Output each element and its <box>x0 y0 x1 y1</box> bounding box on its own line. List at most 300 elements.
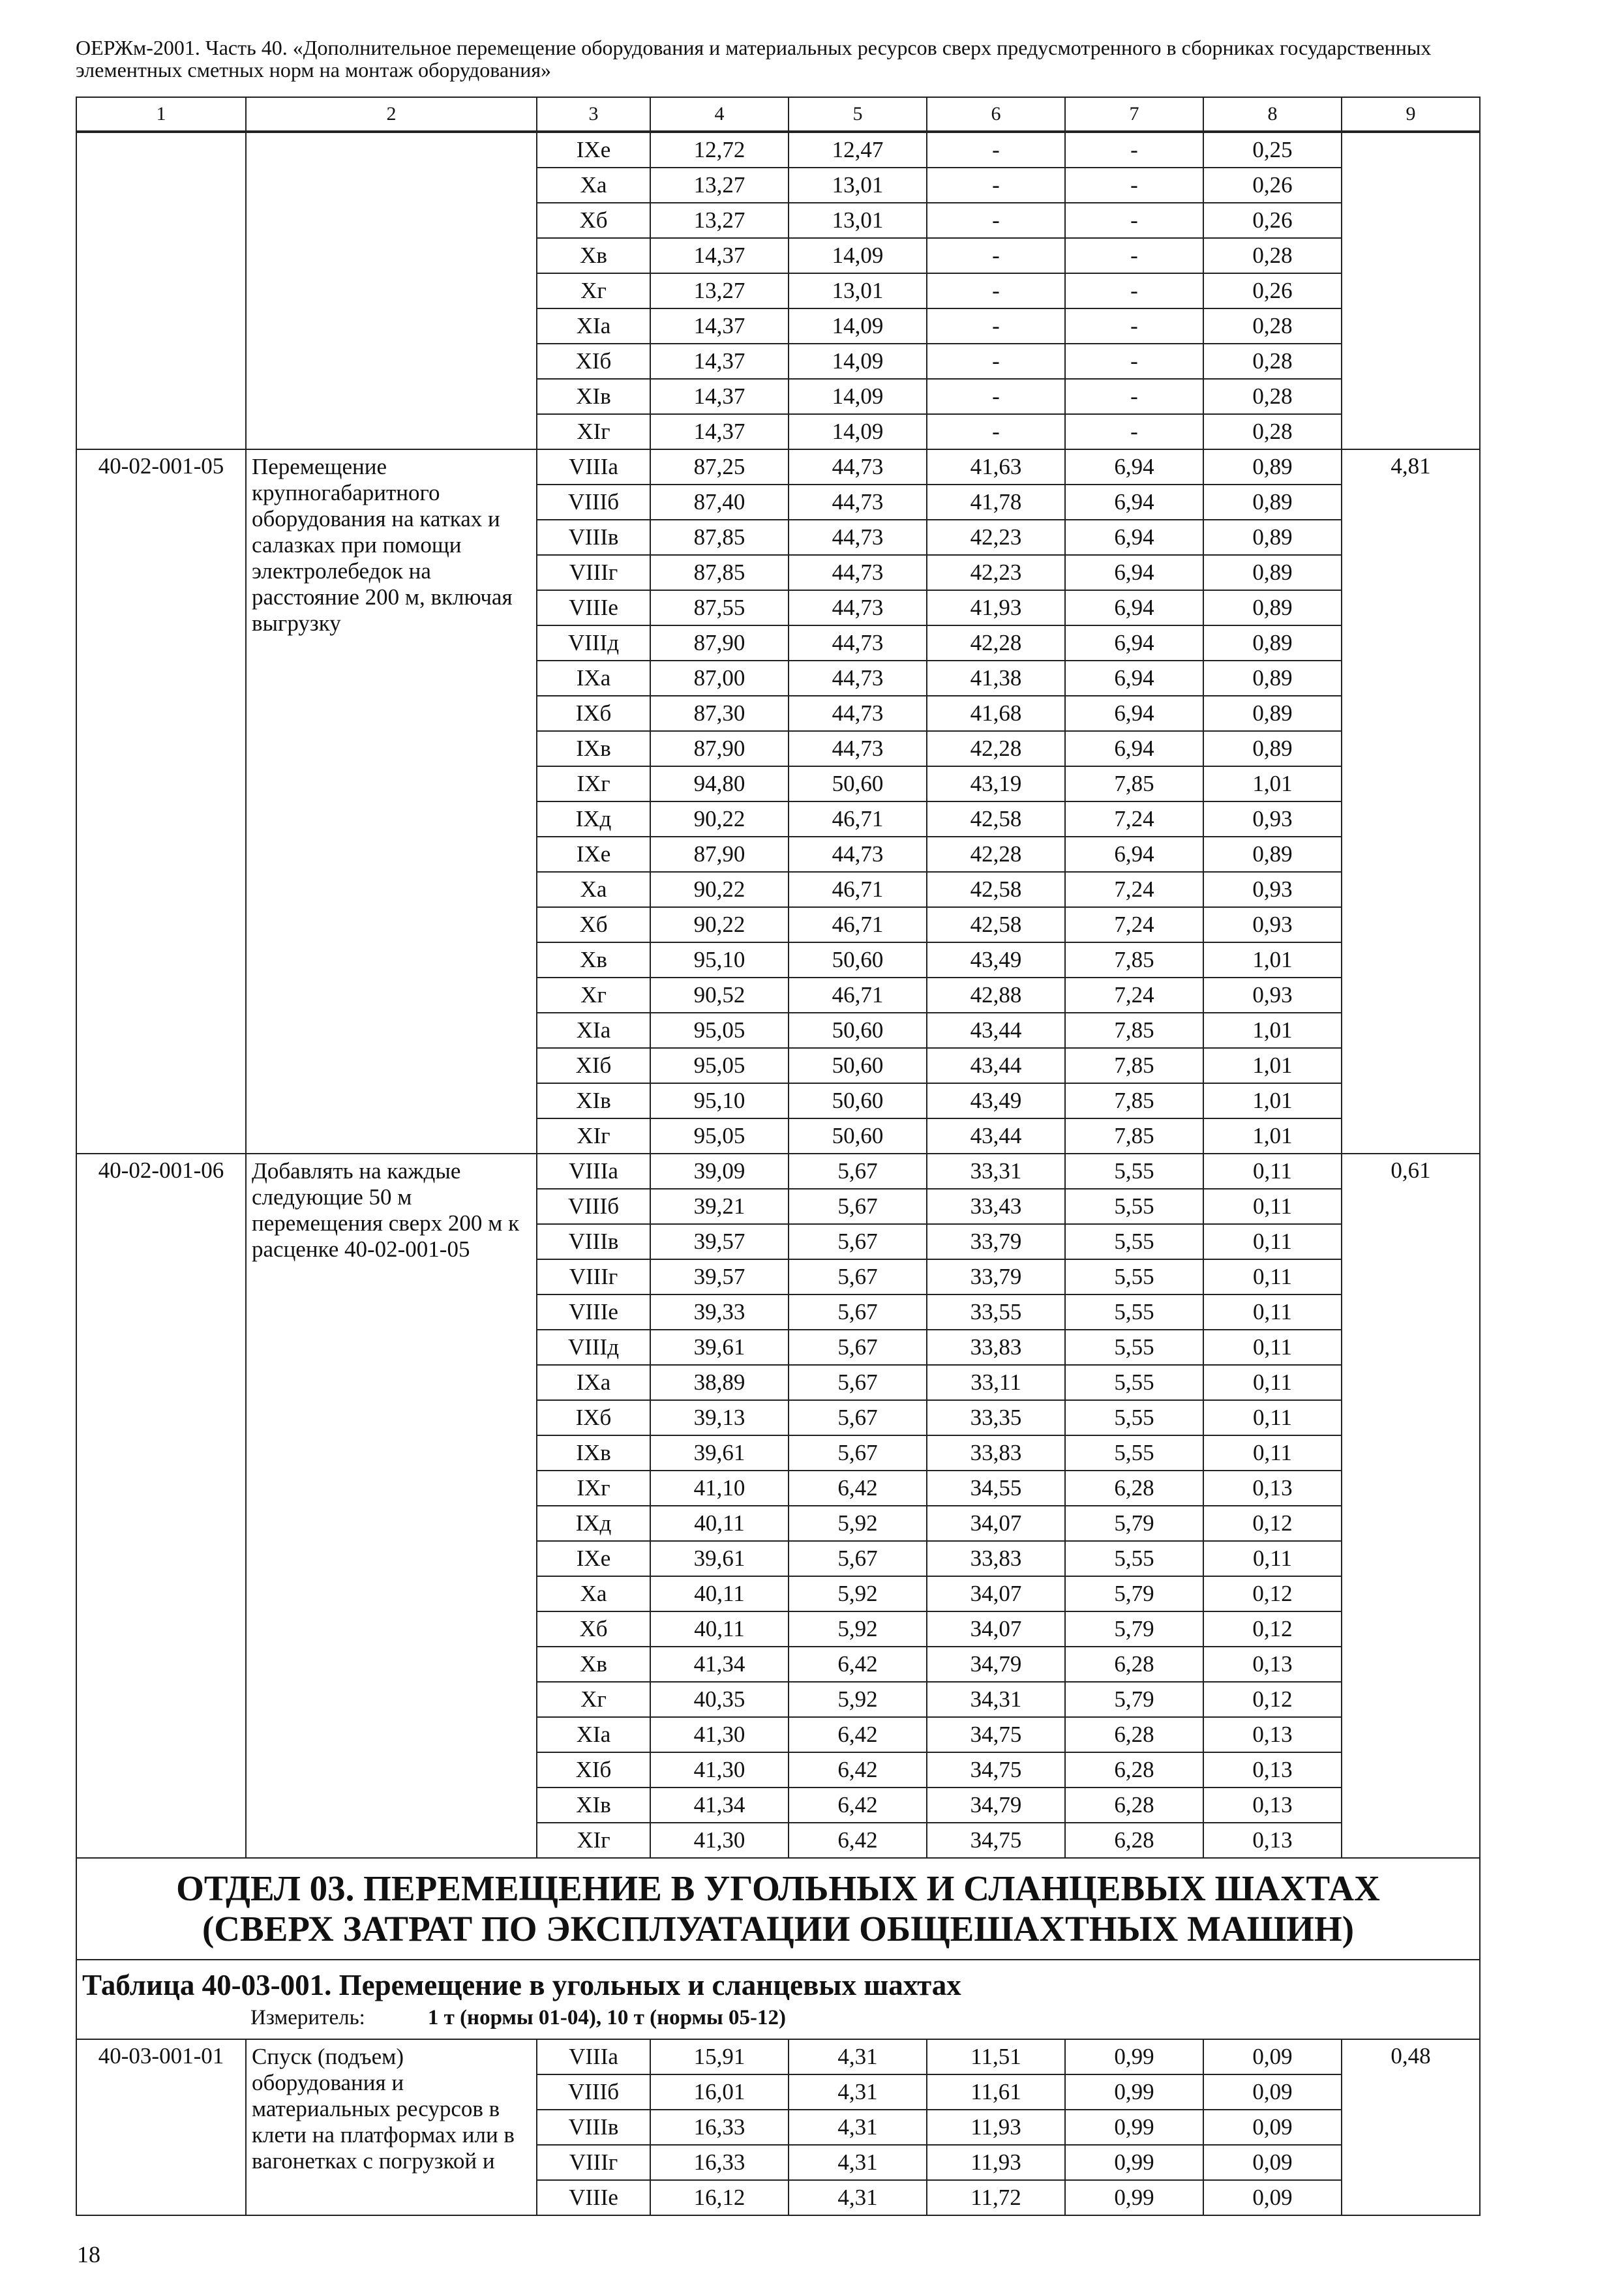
measure-line <box>82 2005 1479 2031</box>
value-cell: 5,79 <box>1065 1611 1203 1647</box>
value-cell: 42,28 <box>927 731 1065 766</box>
value-cell: 11,61 <box>927 2074 1065 2110</box>
column-9-value <box>1342 132 1480 449</box>
value-cell: 34,75 <box>927 1752 1065 1788</box>
rate-description <box>246 132 537 449</box>
zone-cell: VIIIа <box>537 449 650 485</box>
value-cell: 6,42 <box>789 1752 927 1788</box>
value-cell: 46,71 <box>789 907 927 942</box>
value-cell: 14,37 <box>650 344 789 379</box>
page-number: 18 <box>77 2241 100 2267</box>
rate-code <box>76 132 246 449</box>
value-cell: 5,55 <box>1065 1189 1203 1224</box>
table-title <box>76 1960 1480 2039</box>
value-cell: 4,31 <box>789 2039 927 2074</box>
zone-cell: Xб <box>537 907 650 942</box>
value-cell: 7,24 <box>1065 801 1203 837</box>
zone-cell: IXе <box>537 132 650 168</box>
value-cell: 0,28 <box>1203 308 1342 344</box>
value-cell: 1,01 <box>1203 1083 1342 1118</box>
value-cell: 41,93 <box>927 590 1065 625</box>
value-cell: 0,93 <box>1203 978 1342 1013</box>
value-cell: 13,27 <box>650 168 789 203</box>
value-cell: 6,42 <box>789 1647 927 1682</box>
rate-description: Перемещение крупногабаритного оборудования на катках и салазках при помощи электролебедок на расстояние 200 м, включая выгрузку <box>246 449 537 1154</box>
value-cell: 50,60 <box>789 1013 927 1048</box>
value-cell: 5,55 <box>1065 1541 1203 1576</box>
zone-cell: VIIIа <box>537 2039 650 2074</box>
zone-cell: IXд <box>537 1506 650 1541</box>
value-cell: 0,99 <box>1065 2180 1203 2215</box>
value-cell: 41,68 <box>927 696 1065 731</box>
value-cell: 34,07 <box>927 1611 1065 1647</box>
value-cell: 94,80 <box>650 766 789 801</box>
value-cell: 0,93 <box>1203 872 1342 907</box>
value-cell: 44,73 <box>789 661 927 696</box>
zone-cell: Xб <box>537 1611 650 1647</box>
value-cell: 5,79 <box>1065 1576 1203 1611</box>
value-cell: 7,85 <box>1065 1048 1203 1083</box>
zone-cell: IXб <box>537 696 650 731</box>
value-cell: 6,94 <box>1065 520 1203 555</box>
value-cell: 87,90 <box>650 837 789 872</box>
zone-cell: Xг <box>537 1682 650 1717</box>
value-cell: 44,73 <box>789 837 927 872</box>
value-cell: 43,44 <box>927 1118 1065 1154</box>
value-cell: 0,09 <box>1203 2145 1342 2180</box>
value-cell: 87,85 <box>650 555 789 590</box>
value-cell: 1,01 <box>1203 1118 1342 1154</box>
value-cell: 43,49 <box>927 1083 1065 1118</box>
value-cell: 0,12 <box>1203 1682 1342 1717</box>
value-cell: - <box>1065 273 1203 308</box>
value-cell: 34,75 <box>927 1823 1065 1858</box>
value-cell: 6,28 <box>1065 1717 1203 1752</box>
value-cell: 0,89 <box>1203 590 1342 625</box>
value-cell: 50,60 <box>789 1048 927 1083</box>
value-cell: 5,55 <box>1065 1435 1203 1471</box>
value-cell: 95,05 <box>650 1013 789 1048</box>
value-cell: 38,89 <box>650 1365 789 1400</box>
value-cell: 0,13 <box>1203 1752 1342 1788</box>
value-cell: - <box>1065 168 1203 203</box>
zone-cell: IXа <box>537 661 650 696</box>
value-cell: 42,58 <box>927 907 1065 942</box>
value-cell: 0,09 <box>1203 2180 1342 2215</box>
value-cell: 14,37 <box>650 308 789 344</box>
value-cell: 46,71 <box>789 872 927 907</box>
value-cell: 0,13 <box>1203 1647 1342 1682</box>
value-cell: 6,42 <box>789 1823 927 1858</box>
value-cell: 90,22 <box>650 872 789 907</box>
value-cell: 5,67 <box>789 1400 927 1435</box>
table-row <box>76 2039 1480 2074</box>
value-cell: 44,73 <box>789 696 927 731</box>
value-cell: 40,11 <box>650 1506 789 1541</box>
value-cell: 34,75 <box>927 1717 1065 1752</box>
value-cell: 43,19 <box>927 766 1065 801</box>
value-cell: 0,89 <box>1203 731 1342 766</box>
value-cell: 5,67 <box>789 1294 927 1330</box>
value-cell: 33,35 <box>927 1400 1065 1435</box>
value-cell: 41,63 <box>927 449 1065 485</box>
zone-cell: XIв <box>537 379 650 414</box>
value-cell: 33,43 <box>927 1189 1065 1224</box>
value-cell: 43,44 <box>927 1048 1065 1083</box>
table-row <box>76 132 1480 168</box>
value-cell: 34,07 <box>927 1506 1065 1541</box>
value-cell: - <box>927 414 1065 449</box>
value-cell: 0,12 <box>1203 1576 1342 1611</box>
column-9-value: 4,81 <box>1342 449 1480 1154</box>
value-cell: 5,67 <box>789 1189 927 1224</box>
measure-label: Измеритель: <box>250 2006 365 2029</box>
value-cell: - <box>1065 414 1203 449</box>
table-row <box>76 1154 1480 1189</box>
value-cell: 6,94 <box>1065 590 1203 625</box>
value-cell: 0,89 <box>1203 555 1342 590</box>
document-header: ОЕРЖм-2001. Часть 40. «Дополнительное перемещение оборудования и материальных ресурсов сверх предусмотренного в сборниках государственных элементных сметных норм на монтаж оборудования» <box>76 36 1432 82</box>
value-cell: 44,73 <box>789 485 927 520</box>
zone-cell: XIа <box>537 308 650 344</box>
value-cell: 7,85 <box>1065 1013 1203 1048</box>
value-cell: 41,38 <box>927 661 1065 696</box>
value-cell: 6,28 <box>1065 1823 1203 1858</box>
value-cell: 39,61 <box>650 1435 789 1471</box>
value-cell: 6,94 <box>1065 485 1203 520</box>
value-cell: 14,09 <box>789 344 927 379</box>
value-cell: 0,28 <box>1203 344 1342 379</box>
value-cell: 0,93 <box>1203 801 1342 837</box>
value-cell: 39,33 <box>650 1294 789 1330</box>
value-cell: 0,99 <box>1065 2074 1203 2110</box>
zone-cell: Xа <box>537 168 650 203</box>
value-cell: 33,79 <box>927 1259 1065 1294</box>
value-cell: 39,09 <box>650 1154 789 1189</box>
value-cell: 42,58 <box>927 801 1065 837</box>
value-cell: 5,55 <box>1065 1365 1203 1400</box>
value-cell: 0,26 <box>1203 203 1342 238</box>
value-cell: 44,73 <box>789 590 927 625</box>
value-cell: 6,28 <box>1065 1471 1203 1506</box>
value-cell: 6,28 <box>1065 1752 1203 1788</box>
zone-cell: VIIIд <box>537 625 650 661</box>
zone-cell: VIIIв <box>537 520 650 555</box>
value-cell: 4,31 <box>789 2110 927 2145</box>
rate-description: Спуск (подъем) оборудования и материальных ресурсов в клети на платформах или в вагонетках с погрузкой и <box>246 2039 537 2215</box>
zone-cell: VIIIб <box>537 485 650 520</box>
zone-cell: IXа <box>537 1365 650 1400</box>
zone-cell: VIIIг <box>537 1259 650 1294</box>
zone-cell: VIIIд <box>537 1330 650 1365</box>
value-cell: 41,10 <box>650 1471 789 1506</box>
value-cell: 34,55 <box>927 1471 1065 1506</box>
value-cell: 34,31 <box>927 1682 1065 1717</box>
zone-cell: VIIIа <box>537 1154 650 1189</box>
zone-cell: IXг <box>537 1471 650 1506</box>
value-cell: 15,91 <box>650 2039 789 2074</box>
value-cell: 11,72 <box>927 2180 1065 2215</box>
value-cell: 4,31 <box>789 2074 927 2110</box>
value-cell: 0,12 <box>1203 1506 1342 1541</box>
zone-cell: VIIIб <box>537 2074 650 2110</box>
value-cell: 5,92 <box>789 1682 927 1717</box>
zone-cell: IXд <box>537 801 650 837</box>
value-cell: 87,30 <box>650 696 789 731</box>
value-cell: 90,22 <box>650 907 789 942</box>
value-cell: 0,89 <box>1203 485 1342 520</box>
value-cell: 7,85 <box>1065 1083 1203 1118</box>
value-cell: 6,94 <box>1065 696 1203 731</box>
value-cell: 50,60 <box>789 1083 927 1118</box>
value-cell: 0,11 <box>1203 1400 1342 1435</box>
value-cell: 16,33 <box>650 2145 789 2180</box>
value-cell: - <box>927 273 1065 308</box>
section-row <box>76 1858 1480 1960</box>
value-cell: 43,49 <box>927 942 1065 978</box>
value-cell: 5,67 <box>789 1259 927 1294</box>
value-cell: - <box>927 132 1065 168</box>
column-number: 6 <box>927 97 1065 132</box>
value-cell: 13,27 <box>650 273 789 308</box>
value-cell: 0,11 <box>1203 1224 1342 1259</box>
value-cell: 11,93 <box>927 2145 1065 2180</box>
value-cell: 11,51 <box>927 2039 1065 2074</box>
value-cell: - <box>1065 238 1203 273</box>
value-cell: 39,13 <box>650 1400 789 1435</box>
value-cell: 6,94 <box>1065 661 1203 696</box>
value-cell: 0,11 <box>1203 1154 1342 1189</box>
value-cell: 0,89 <box>1203 625 1342 661</box>
value-cell: 5,55 <box>1065 1330 1203 1365</box>
value-cell: 6,28 <box>1065 1647 1203 1682</box>
value-cell: 50,60 <box>789 1118 927 1154</box>
value-cell: 16,01 <box>650 2074 789 2110</box>
value-cell: 7,85 <box>1065 942 1203 978</box>
value-cell: 6,94 <box>1065 625 1203 661</box>
column-number: 2 <box>246 97 537 132</box>
value-cell: 34,79 <box>927 1788 1065 1823</box>
column-number: 9 <box>1342 97 1480 132</box>
value-cell: - <box>1065 379 1203 414</box>
value-cell: 6,94 <box>1065 837 1203 872</box>
zone-cell: VIIIг <box>537 2145 650 2180</box>
value-cell: 14,09 <box>789 414 927 449</box>
value-cell: 33,11 <box>927 1365 1065 1400</box>
value-cell: 0,93 <box>1203 907 1342 942</box>
zone-cell: VIIIг <box>537 555 650 590</box>
value-cell: 41,78 <box>927 485 1065 520</box>
value-cell: 5,79 <box>1065 1506 1203 1541</box>
zone-cell: XIа <box>537 1013 650 1048</box>
column-number: 5 <box>789 97 927 132</box>
rate-code: 40-03-001-01 <box>76 2039 246 2215</box>
value-cell: 5,67 <box>789 1541 927 1576</box>
section-heading <box>76 1858 1480 1960</box>
value-cell: 0,11 <box>1203 1189 1342 1224</box>
value-cell: 6,94 <box>1065 555 1203 590</box>
value-cell: 7,85 <box>1065 766 1203 801</box>
value-cell: 5,67 <box>789 1435 927 1471</box>
value-cell: 39,61 <box>650 1330 789 1365</box>
value-cell: 5,55 <box>1065 1259 1203 1294</box>
value-cell: 0,89 <box>1203 837 1342 872</box>
zone-cell: VIIIв <box>537 2110 650 2145</box>
value-cell: 39,61 <box>650 1541 789 1576</box>
value-cell: 0,13 <box>1203 1788 1342 1823</box>
value-cell: 87,90 <box>650 731 789 766</box>
zone-cell: XIа <box>537 1717 650 1752</box>
value-cell: 87,55 <box>650 590 789 625</box>
value-cell: 6,42 <box>789 1717 927 1752</box>
value-cell: 6,94 <box>1065 731 1203 766</box>
column-number: 4 <box>650 97 789 132</box>
value-cell: 42,28 <box>927 625 1065 661</box>
value-cell: 13,01 <box>789 273 927 308</box>
value-cell: 0,89 <box>1203 661 1342 696</box>
value-cell: 14,09 <box>789 379 927 414</box>
value-cell: - <box>1065 132 1203 168</box>
value-cell: 0,99 <box>1065 2039 1203 2074</box>
value-cell: 0,09 <box>1203 2039 1342 2074</box>
value-cell: 34,79 <box>927 1647 1065 1682</box>
column-9-value: 0,61 <box>1342 1154 1480 1858</box>
zone-cell: IXб <box>537 1400 650 1435</box>
value-cell: - <box>927 308 1065 344</box>
value-cell: 87,00 <box>650 661 789 696</box>
column-number-row <box>76 97 1480 132</box>
zone-cell: VIIIе <box>537 1294 650 1330</box>
value-cell: 13,01 <box>789 203 927 238</box>
value-cell: - <box>1065 308 1203 344</box>
value-cell: 13,01 <box>789 168 927 203</box>
value-cell: 44,73 <box>789 449 927 485</box>
column-number: 7 <box>1065 97 1203 132</box>
value-cell: 16,33 <box>650 2110 789 2145</box>
value-cell: 41,34 <box>650 1647 789 1682</box>
value-cell: 42,28 <box>927 837 1065 872</box>
value-cell: 44,73 <box>789 731 927 766</box>
value-cell: 0,11 <box>1203 1330 1342 1365</box>
rate-code: 40-02-001-06 <box>76 1154 246 1858</box>
value-cell: 7,24 <box>1065 872 1203 907</box>
value-cell: 5,92 <box>789 1506 927 1541</box>
value-cell: 5,92 <box>789 1576 927 1611</box>
zone-cell: Xв <box>537 1647 650 1682</box>
value-cell: 33,79 <box>927 1224 1065 1259</box>
value-cell: - <box>927 203 1065 238</box>
value-cell: 6,28 <box>1065 1788 1203 1823</box>
zone-cell: XIг <box>537 414 650 449</box>
zone-cell: Xа <box>537 872 650 907</box>
column-9-value: 0,48 <box>1342 2039 1480 2215</box>
value-cell: 16,12 <box>650 2180 789 2215</box>
value-cell: 0,11 <box>1203 1259 1342 1294</box>
value-cell: 14,37 <box>650 414 789 449</box>
section-heading-line: ОТДЕЛ 03. ПЕРЕМЕЩЕНИЕ В УГОЛЬНЫХ И СЛАНЦЕВЫХ ШАХТАХ <box>176 1868 1380 1908</box>
value-cell: 5,67 <box>789 1330 927 1365</box>
zone-cell: VIIIв <box>537 1224 650 1259</box>
value-cell: 33,83 <box>927 1330 1065 1365</box>
value-cell: 34,07 <box>927 1576 1065 1611</box>
value-cell: 95,05 <box>650 1118 789 1154</box>
value-cell: 40,35 <box>650 1682 789 1717</box>
zone-cell: IXв <box>537 1435 650 1471</box>
value-cell: 33,83 <box>927 1541 1065 1576</box>
value-cell: 11,93 <box>927 2110 1065 2145</box>
zone-cell: IXг <box>537 766 650 801</box>
value-cell: 0,12 <box>1203 1611 1342 1647</box>
value-cell: 41,30 <box>650 1823 789 1858</box>
value-cell: 40,11 <box>650 1576 789 1611</box>
value-cell: 12,72 <box>650 132 789 168</box>
value-cell: 42,88 <box>927 978 1065 1013</box>
value-cell: 0,13 <box>1203 1823 1342 1858</box>
value-cell: 33,55 <box>927 1294 1065 1330</box>
value-cell: - <box>1065 203 1203 238</box>
value-cell: 12,47 <box>789 132 927 168</box>
value-cell: 5,67 <box>789 1224 927 1259</box>
zone-cell: Xа <box>537 1576 650 1611</box>
value-cell: 5,55 <box>1065 1294 1203 1330</box>
value-cell: 95,10 <box>650 942 789 978</box>
value-cell: 4,31 <box>789 2145 927 2180</box>
value-cell: 39,57 <box>650 1224 789 1259</box>
value-cell: 0,28 <box>1203 238 1342 273</box>
value-cell: 1,01 <box>1203 1048 1342 1083</box>
column-number: 8 <box>1203 97 1342 132</box>
zone-cell: XIб <box>537 1752 650 1788</box>
value-cell: 4,31 <box>789 2180 927 2215</box>
value-cell: 44,73 <box>789 520 927 555</box>
value-cell: 0,26 <box>1203 168 1342 203</box>
value-cell: 1,01 <box>1203 1013 1342 1048</box>
value-cell: 5,67 <box>789 1154 927 1189</box>
table-row <box>76 449 1480 485</box>
value-cell: 40,11 <box>650 1611 789 1647</box>
value-cell: 0,13 <box>1203 1471 1342 1506</box>
zone-cell: XIв <box>537 1788 650 1823</box>
rate-description: Добавлять на каждые следующие 50 м перемещения сверх 200 м к расценке 40-02-001-05 <box>246 1154 537 1858</box>
value-cell: 33,83 <box>927 1435 1065 1471</box>
value-cell: 5,55 <box>1065 1154 1203 1189</box>
value-cell: 6,42 <box>789 1788 927 1823</box>
value-cell: 90,22 <box>650 801 789 837</box>
value-cell: 42,23 <box>927 520 1065 555</box>
section-heading-line: (СВЕРХ ЗАТРАТ ПО ЭКСПЛУАТАЦИИ ОБЩЕШАХТНЫХ МАШИН) <box>202 1909 1355 1949</box>
value-cell: 0,11 <box>1203 1294 1342 1330</box>
value-cell: 44,73 <box>789 555 927 590</box>
value-cell: 0,11 <box>1203 1541 1342 1576</box>
zone-cell: IXе <box>537 837 650 872</box>
zone-cell: XIг <box>537 1118 650 1154</box>
value-cell: 46,71 <box>789 978 927 1013</box>
value-cell: 95,10 <box>650 1083 789 1118</box>
value-cell: 0,11 <box>1203 1365 1342 1400</box>
value-cell: 14,37 <box>650 379 789 414</box>
value-cell: 14,37 <box>650 238 789 273</box>
value-cell: 50,60 <box>789 766 927 801</box>
value-cell: 5,79 <box>1065 1682 1203 1717</box>
value-cell: - <box>927 379 1065 414</box>
zone-cell: Xб <box>537 203 650 238</box>
zone-cell: XIб <box>537 1048 650 1083</box>
zone-cell: VIIIб <box>537 1189 650 1224</box>
value-cell: 87,85 <box>650 520 789 555</box>
value-cell: 39,21 <box>650 1189 789 1224</box>
value-cell: 14,09 <box>789 308 927 344</box>
value-cell: - <box>927 238 1065 273</box>
